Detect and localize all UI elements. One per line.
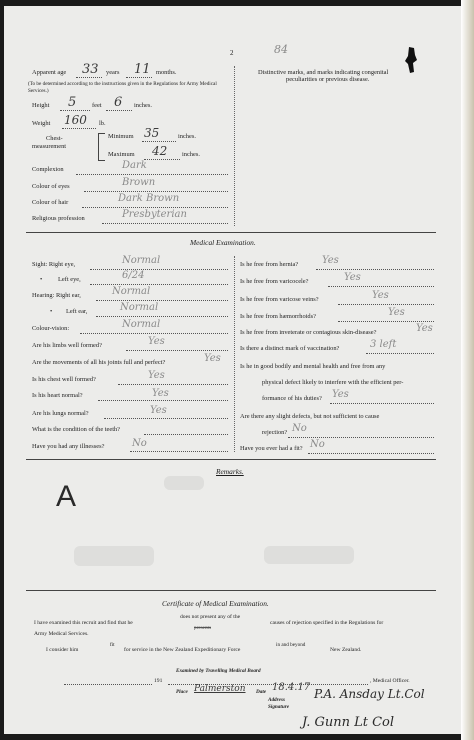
- colour-vision-label: Colour-vision:: [32, 325, 70, 332]
- officer-label: , Medical Officer.: [370, 678, 410, 684]
- colour-vision-answer: Normal: [122, 319, 161, 330]
- attestation-page: [4, 6, 461, 734]
- certificate-line3-fit: fit: [110, 642, 115, 648]
- page-edge: [461, 0, 474, 740]
- certificate-line1-b: causes of rejection specified in the Regulations for: [270, 620, 384, 626]
- chest-bracket: [98, 133, 105, 161]
- certificate-line3-a: I consider him: [46, 647, 79, 653]
- slight-defects-answer: No: [292, 423, 307, 434]
- distinctive-marks-line2: peculiarities or previous disease.: [286, 76, 370, 83]
- chest-maximum-label: Maximum: [108, 151, 135, 158]
- varicocele-answer: Yes: [344, 272, 361, 283]
- column-divider: [234, 66, 235, 226]
- rule-above-certificate: [26, 590, 436, 591]
- sight-left-label: Left eye,: [58, 276, 81, 283]
- fitness-line3: formance of his duties?: [262, 395, 322, 402]
- remarks-heading: Remarks.: [216, 467, 244, 476]
- chest-label-1: Chest-: [46, 135, 63, 142]
- weight-value: 160: [64, 113, 87, 127]
- months-label: months.: [156, 69, 177, 76]
- certificate-line3-c: New Zealand.: [330, 647, 362, 653]
- illnesses-answer: No: [132, 438, 147, 449]
- ink-blot-icon: [404, 46, 418, 74]
- page-number: 2: [230, 49, 234, 57]
- height-label: Height: [32, 102, 50, 109]
- slight-defects-line2: rejection?: [262, 429, 288, 436]
- certificate-line1-a: I have examined this recruit and find that he: [34, 620, 133, 626]
- chest-minimum-label: Minimum: [108, 133, 134, 140]
- religion-label: Religious profession: [32, 215, 85, 222]
- complexion-label: Complexion: [32, 166, 64, 173]
- weight-unit: lb.: [99, 120, 106, 127]
- apparent-age-months: 11: [134, 62, 151, 77]
- height-feet: 5: [68, 95, 77, 110]
- fits-label: Have you ever had a fit?: [240, 445, 303, 452]
- hair-value: Dark Brown: [118, 193, 180, 204]
- heart-answer: Yes: [152, 388, 169, 399]
- hearing-left-label: Left ear,: [66, 308, 88, 315]
- certificate-line1-struck: presents: [194, 625, 211, 631]
- chest-unit-max: inches.: [182, 151, 200, 158]
- hernia-answer: Yes: [322, 255, 339, 266]
- slight-defects-line1: Are there any slight defects, but not sufficient to cause: [240, 413, 380, 420]
- place-value: Palmerston: [194, 684, 246, 694]
- lungs-answer: Yes: [150, 405, 167, 416]
- hearing-left-answer: Normal: [120, 302, 159, 313]
- hearing-right-answer: Normal: [112, 286, 151, 297]
- certificate-heading: Certificate of Medical Examination.: [162, 599, 269, 608]
- weight-label: Weight: [32, 120, 51, 127]
- sight-left-bullet: •: [40, 276, 43, 283]
- address-label: Address: [268, 697, 286, 703]
- sight-left-answer: 6/24: [122, 270, 145, 281]
- chest-unit-min: inches.: [178, 133, 196, 140]
- rule-above-medical: [26, 232, 436, 233]
- hearing-right-label: Hearing: Right ear,: [32, 292, 81, 299]
- feet-label: feet: [92, 102, 102, 109]
- limbs-answer: Yes: [148, 336, 165, 347]
- medical-column-divider: [234, 256, 235, 452]
- teeth-label: What is the condition of the teeth?: [32, 426, 121, 433]
- signature-1: P.A. Ansday Lt.Col: [314, 687, 425, 701]
- signature-label: Signature: [268, 704, 290, 710]
- fitness-answer: Yes: [332, 389, 349, 400]
- hernia-label: Is he free from hernia?: [240, 261, 299, 268]
- chest-formed-label: Is his chest well formed?: [32, 376, 96, 383]
- haemorrhoids-label: Is he free from hæmorrhoids?: [240, 313, 316, 320]
- medical-exam-heading: Medical Examination.: [190, 238, 256, 247]
- chest-minimum-value: 35: [144, 126, 160, 140]
- varicocele-label: Is he free from varicocele?: [240, 278, 309, 285]
- skin-disease-answer: Yes: [416, 323, 433, 334]
- fitness-line2: physical defect likely to interfere with the efficient per-: [262, 379, 404, 386]
- apparent-age-label: Apparent age: [32, 69, 67, 76]
- year-prefix: 191: [154, 678, 163, 684]
- inches-label: inches.: [134, 102, 152, 109]
- distinctive-marks-line1: Distinctive marks, and marks indicating congenital: [258, 69, 389, 76]
- joints-answer: Yes: [204, 353, 221, 364]
- eyes-value: Brown: [122, 177, 156, 188]
- certificate-line2: Army Medical Services.: [34, 631, 89, 637]
- fitness-line1: Is he in good bodily and mental health and free from any: [240, 363, 386, 370]
- complexion-value: Dark: [122, 160, 147, 171]
- certificate-line1-inserted: does not present any of the: [180, 614, 241, 620]
- skin-disease-label: Is he free from inveterate or contagious skin-disease?: [240, 329, 377, 336]
- illnesses-label: Have you had any illnesses?: [32, 443, 105, 450]
- limbs-label: Are his limbs well formed?: [32, 342, 102, 349]
- date-value: 18.4.17: [272, 682, 311, 693]
- vaccination-answer: 3 left: [370, 339, 397, 350]
- hearing-left-bullet: •: [50, 308, 53, 315]
- rule-above-remarks: [26, 459, 436, 460]
- stamp-line: Examined by Travelling Medical Board: [176, 668, 261, 674]
- haemorrhoids-answer: Yes: [388, 307, 405, 318]
- eyes-label: Colour of eyes: [32, 183, 70, 190]
- corner-number: 84: [274, 43, 288, 56]
- fits-answer: No: [310, 439, 325, 450]
- certificate-line3-inserted: in and beyond: [276, 642, 306, 648]
- varicose-label: Is he free from varicose veins?: [240, 296, 319, 303]
- signature-2: J. Gunn Lt Col: [302, 715, 395, 730]
- age-note: (To be determined according to the instructions given in the Regulations for Army Medical Services.): [28, 81, 217, 94]
- vaccination-label: Is there a distinct mark of vaccination?: [240, 345, 340, 352]
- certificate-line3-b: for service in the New Zealand Expeditionary Force: [124, 647, 241, 653]
- height-inches: 6: [114, 95, 123, 110]
- chest-maximum-value: 42: [152, 144, 168, 158]
- varicose-answer: Yes: [372, 290, 389, 301]
- place-label: Place: [176, 689, 188, 695]
- heart-label: Is his heart normal?: [32, 392, 83, 399]
- hair-label: Colour of hair: [32, 199, 69, 206]
- joints-label: Are the movements of all his joints full and perfect?: [32, 359, 166, 366]
- years-label: years: [106, 69, 120, 76]
- apparent-age-years: 33: [82, 62, 99, 77]
- lungs-label: Are his lungs normal?: [32, 410, 89, 417]
- religion-value: Presbyterian: [122, 209, 187, 220]
- sight-right-label: Sight: Right eye,: [32, 261, 76, 268]
- date-label: Date: [256, 689, 267, 695]
- remarks-value: A: [56, 480, 77, 513]
- chest-label-2: measurement: [32, 143, 67, 150]
- sight-right-answer: Normal: [122, 255, 161, 266]
- chest-formed-answer: Yes: [148, 370, 165, 381]
